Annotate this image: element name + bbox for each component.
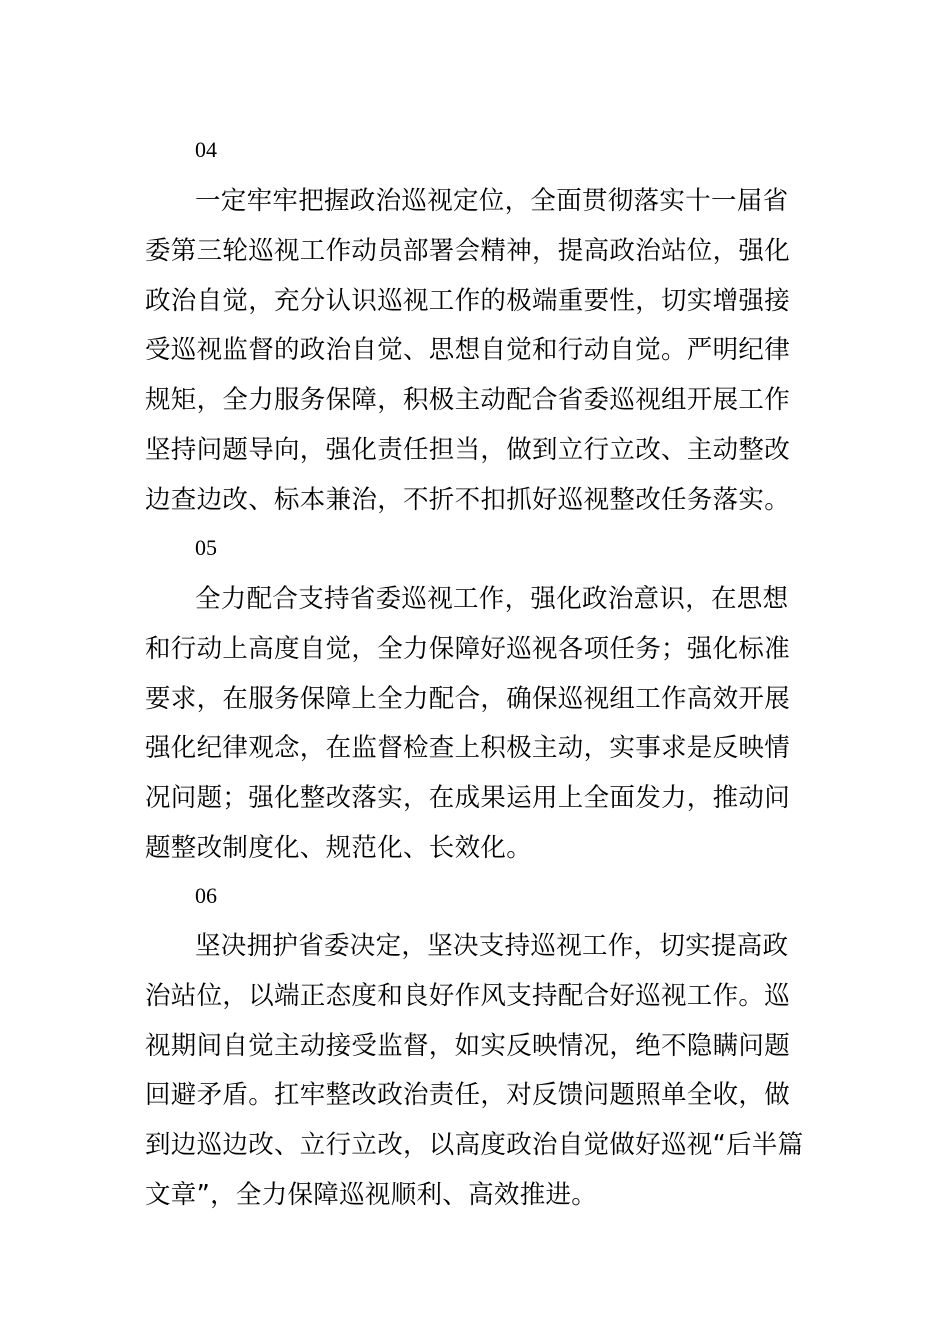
paragraph-line: 况问题；强化整改落实，在成果运用上全面发力，推动问 (145, 783, 791, 814)
paragraph-line: 要求，在服务保障上全力配合，确保巡视组工作高效开展 (145, 683, 791, 714)
paragraph-line: 委第三轮巡视工作动员部署会精神，提高政治站位，强化 (145, 235, 791, 266)
paragraph-line: 坚持问题导向，强化责任担当，做到立行立改、主动整改 (145, 434, 791, 465)
paragraph-line: 一定牢牢把握政治巡视定位，全面贯彻落实十一届省 (195, 186, 789, 216)
paragraph-line: 治站位，以端正态度和良好作风支持配合好巡视工作。巡 (145, 980, 791, 1011)
paragraph-line: 规矩，全力服务保障，积极主动配合省委巡视组开展工作 (145, 385, 791, 416)
section-number: 05 (195, 535, 217, 560)
paragraph-line: 回避矛盾。扛牢整改政治责任，对反馈问题照单全收，做 (145, 1080, 791, 1111)
paragraph-line: 文章”，全力保障巡视顺利、高效推进。 (145, 1179, 598, 1210)
section-number: 04 (195, 137, 217, 162)
section-paragraph (145, 177, 805, 526)
section-paragraph (145, 922, 805, 1221)
paragraph-line: 全力配合支持省委巡视工作，强化政治意识，在思想 (195, 584, 789, 614)
paragraph-line: 坚决拥护省委决定，坚决支持巡视工作，切实提高政 (195, 931, 789, 961)
paragraph-line: 边查边改、标本兼治，不折不扣抓好巡视整改任务落实。 (145, 484, 791, 515)
paragraph-line: 强化纪律观念，在监督检查上积极主动，实事求是反映情 (145, 733, 791, 764)
paragraph-line: 视期间自觉主动接受监督，如实反映情况，绝不隐瞒问题 (145, 1030, 791, 1061)
paragraph-line: 和行动上高度自觉，全力保障好巡视各项任务；强化标准 (145, 633, 791, 664)
paragraph-line: 题整改制度化、规范化、长效化。 (145, 832, 533, 863)
section-number: 06 (195, 883, 217, 908)
section-paragraph (145, 575, 805, 874)
paragraph-line: 受巡视监督的政治自觉、思想自觉和行动自觉。严明纪律 (145, 335, 791, 366)
paragraph-line: 到边巡边改、立行立改，以高度政治自觉做好巡视“后半篇 (145, 1130, 804, 1161)
paragraph-line: 政治自觉，充分认识巡视工作的极端重要性，切实增强接 (145, 285, 791, 316)
